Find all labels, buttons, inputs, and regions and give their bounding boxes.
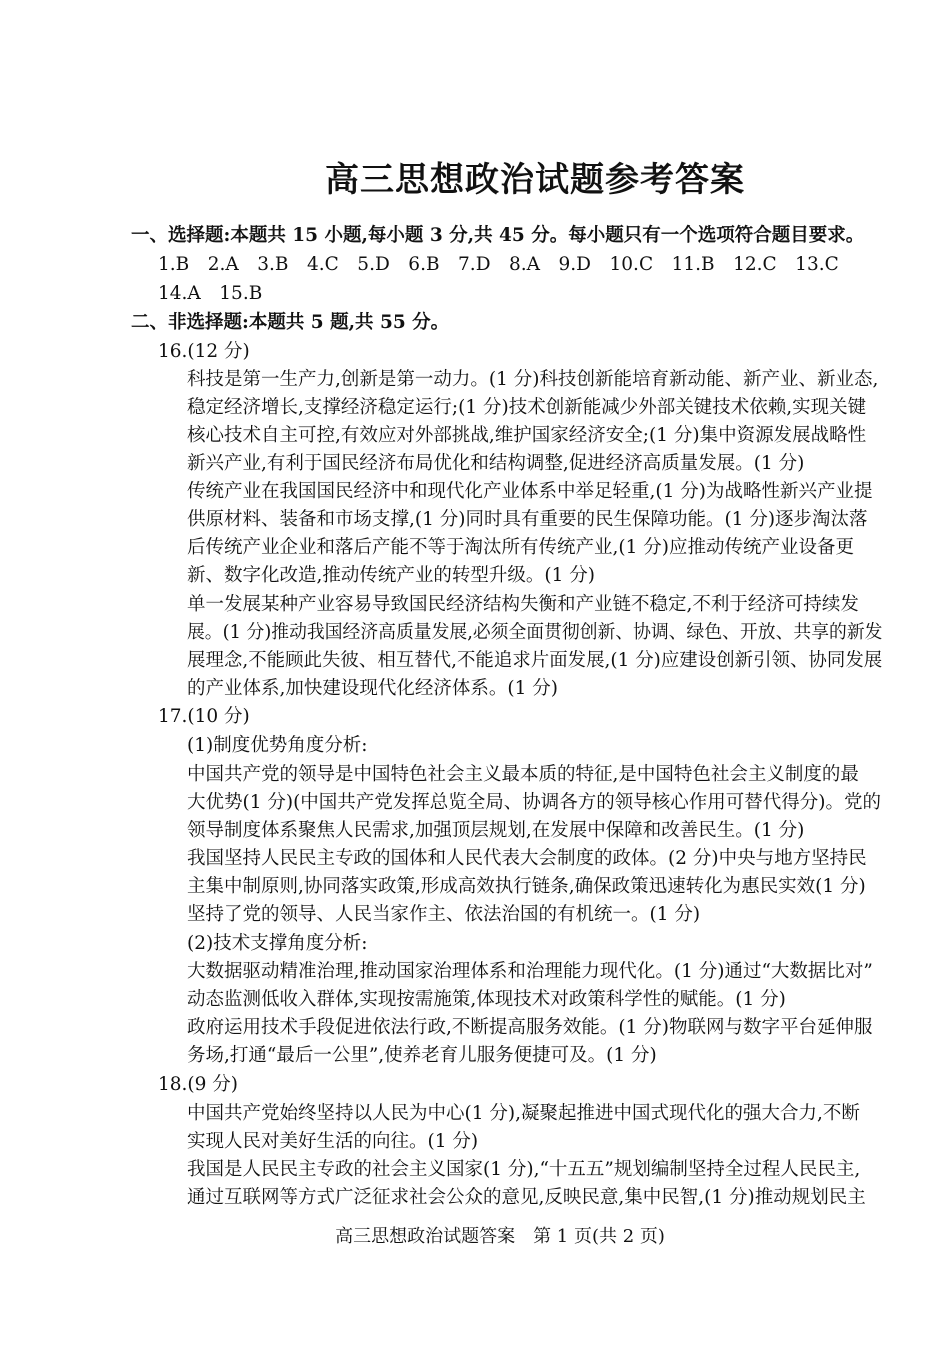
text-line: 单一发展某种产业容易导致国民经济结构失衡和产业链不稳定,不利于经济可持续发 [187,594,859,615]
text-line: 17.(10 分) [158,706,250,727]
text-line: 后传统产业企业和落后产能不等于淘汰所有传统产业,(1 分)应推动传统产业设备更 [187,537,854,558]
text-line: 实现人民对美好生活的向往。(1 分) [187,1131,479,1152]
text-line: 我国是人民民主专政的社会主义国家(1 分),“十五五”规划编制坚持全过程人民民主, [187,1159,861,1180]
text-line: 科技是第一生产力,创新是第一动力。(1 分)科技创新能培育新动能、新产业、新业态, [187,369,879,390]
text-line: 务场,打通“最后一公里”,使养老育儿服务便捷可及。(1 分) [187,1045,657,1066]
text-line: 供原材料、装备和市场支撑,(1 分)同时具有重要的民生保障功能。(1 分)逐步淘汰落 [187,509,868,530]
text-line: 核心技术自主可控,有效应对外部挑战,维护国家经济安全;(1 分)集中资源发展战略性 [187,425,867,446]
text-line: 稳定经济增长,支撑经济稳定运行;(1 分)技术创新能减少外部关键技术依赖,实现关键 [187,397,867,418]
text-line: 政府运用技术手段促进依法行政,不断提高服务效能。(1 分)物联网与数字平台延伸服 [187,1017,873,1038]
text-line: 1.B 2.A 3.B 4.C 5.D 6.B 7.D 8.A 9.D 10.C 11.B 12.C 13.C [158,254,839,275]
section-heading: 二、非选择题:本题共 5 题,共 55 分。 [131,312,450,333]
section-heading: 一、选择题:本题共 15 小题,每小题 3 分,共 45 分。每小题只有一个选项符合题目要求。 [131,225,865,246]
text-line: 传统产业在我国国民经济中和现代化产业体系中举足轻重,(1 分)为战略性新兴产业提 [187,481,873,502]
text-line: 中国共产党的领导是中国特色社会主义最本质的特征,是中国特色社会主义制度的最 [187,764,859,785]
text-line: 的产业体系,加快建设现代化经济体系。(1 分) [187,678,558,699]
text-line: 大数据驱动精准治理,推动国家治理体系和治理能力现代化。(1 分)通过“大数据比对” [187,961,873,982]
page-title: 高三思想政治试题参考答案 [325,160,745,200]
text-line: 领导制度体系聚焦人民需求,加强顶层规划,在发展中保障和改善民生。(1 分) [187,820,805,841]
text-line: (1)制度优势角度分析: [187,735,368,756]
text-line: (2)技术支撑角度分析: [187,933,368,954]
text-line: 新兴产业,有利于国民经济布局优化和结构调整,促进经济高质量发展。(1 分) [187,453,805,474]
text-line: 18.(9 分) [158,1074,239,1095]
page-footer: 高三思想政治试题答案 第 1 页(共 2 页) [335,1226,665,1247]
text-line: 通过互联网等方式广泛征求社会公众的意见,反映民意,集中民智,(1 分)推动规划民主 [187,1187,866,1208]
text-line: 动态监测低收入群体,实现按需施策,体现技术对政策科学性的赋能。(1 分) [187,989,786,1010]
text-line: 展。(1 分)推动我国经济高质量发展,必须全面贯彻创新、协调、绿色、开放、共享的新发 [187,622,883,643]
text-line: 展理念,不能顾此失彼、相互替代,不能追求片面发展,(1 分)应建设创新引领、协同发展 [187,650,883,671]
text-line: 坚持了党的领导、人民当家作主、依法治国的有机统一。(1 分) [187,904,701,925]
text-line: 我国坚持人民民主专政的国体和人民代表大会制度的政体。(2 分)中央与地方坚持民 [187,848,867,869]
text-line: 主集中制原则,协同落实政策,形成高效执行链条,确保政策迅速转化为惠民实效(1 分) [187,876,866,897]
text-line: 14.A 15.B [158,283,263,304]
text-line: 中国共产党始终坚持以人民为中心(1 分),凝聚起推进中国式现代化的强大合力,不断 [187,1103,860,1124]
text-line: 新、数字化改造,推动传统产业的转型升级。(1 分) [187,565,595,586]
text-line: 大优势(1 分)(中国共产党发挥总览全局、协调各方的领导核心作用可替代得分)。党的 [187,792,882,813]
text-line: 16.(12 分) [158,341,250,362]
